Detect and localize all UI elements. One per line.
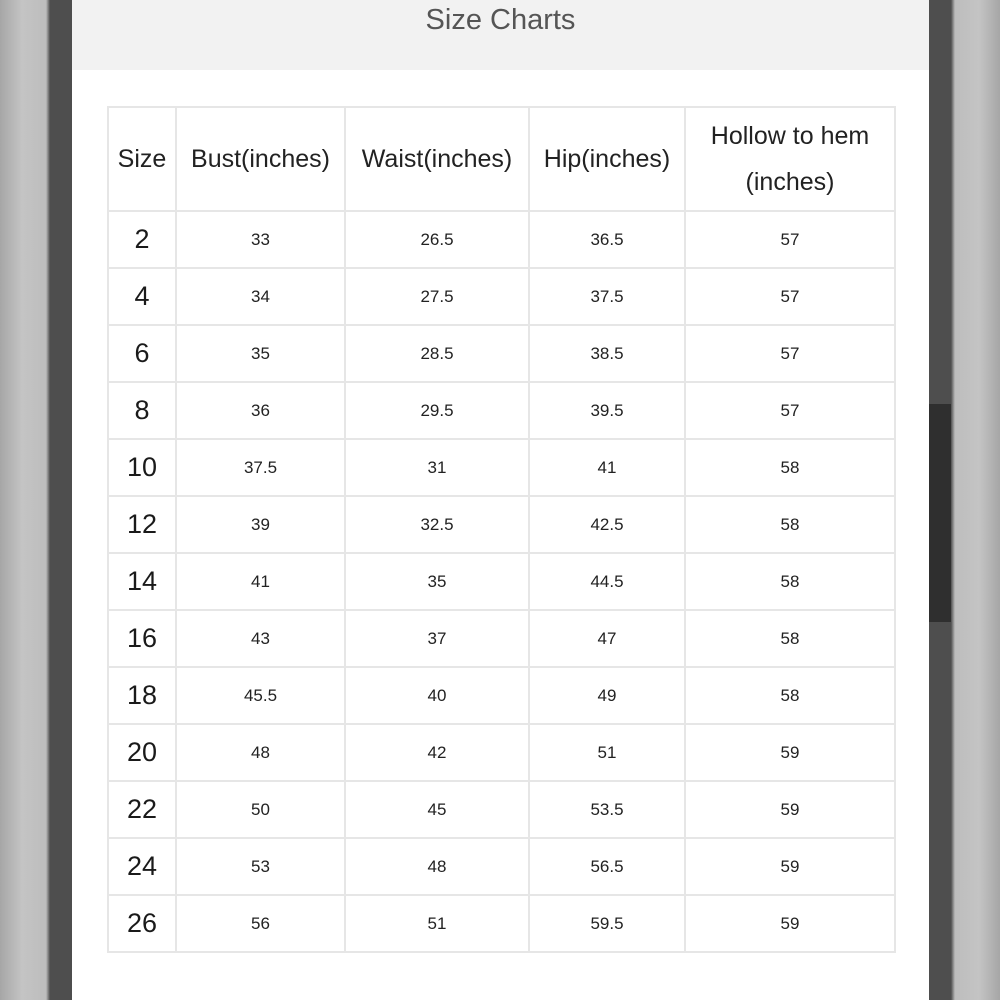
bust-cell: 33 (176, 211, 345, 268)
table-header-row (108, 107, 895, 211)
table-row (108, 268, 895, 325)
hollow-to-hem-cell: 58 (685, 667, 895, 724)
bust-cell: 39 (176, 496, 345, 553)
size-cell: 20 (108, 724, 176, 781)
waist-cell: 28.5 (345, 325, 529, 382)
hip-cell: 44.5 (529, 553, 685, 610)
hip-cell: 56.5 (529, 838, 685, 895)
table-row (108, 439, 895, 496)
hip-cell: 39.5 (529, 382, 685, 439)
bust-cell: 45.5 (176, 667, 345, 724)
hollow-to-hem-cell: 58 (685, 496, 895, 553)
hip-cell: 38.5 (529, 325, 685, 382)
left-background-frame (0, 0, 72, 1000)
bust-cell: 37.5 (176, 439, 345, 496)
size-cell: 12 (108, 496, 176, 553)
bust-cell: 53 (176, 838, 345, 895)
table-row (108, 895, 895, 952)
hollow-to-hem-cell: 59 (685, 781, 895, 838)
hollow-to-hem-cell: 57 (685, 382, 895, 439)
bust-cell: 41 (176, 553, 345, 610)
table-row (108, 382, 895, 439)
waist-cell: 32.5 (345, 496, 529, 553)
waist-cell: 29.5 (345, 382, 529, 439)
bust-cell: 35 (176, 325, 345, 382)
waist-cell: 27.5 (345, 268, 529, 325)
waist-cell: 31 (345, 439, 529, 496)
hip-cell: 47 (529, 610, 685, 667)
hollow-to-hem-cell: 57 (685, 268, 895, 325)
size-table-container (107, 106, 896, 953)
table-row (108, 610, 895, 667)
size-cell: 10 (108, 439, 176, 496)
hip-cell: 51 (529, 724, 685, 781)
header-hip: Hip(inches) (529, 107, 685, 211)
header-bust: Bust(inches) (176, 107, 345, 211)
table-row (108, 838, 895, 895)
table-row (108, 724, 895, 781)
waist-cell: 35 (345, 553, 529, 610)
waist-cell: 45 (345, 781, 529, 838)
table-row (108, 553, 895, 610)
size-chart-modal (72, 0, 929, 1000)
table-body (108, 211, 895, 952)
hip-cell: 42.5 (529, 496, 685, 553)
bust-cell: 56 (176, 895, 345, 952)
size-cell: 26 (108, 895, 176, 952)
hollow-to-hem-cell: 58 (685, 439, 895, 496)
waist-cell: 48 (345, 838, 529, 895)
size-cell: 16 (108, 610, 176, 667)
header-waist: Waist(inches) (345, 107, 529, 211)
hollow-to-hem-cell: 57 (685, 325, 895, 382)
scrollbar-thumb[interactable] (929, 404, 951, 622)
table-row (108, 211, 895, 268)
hip-cell: 37.5 (529, 268, 685, 325)
size-cell: 2 (108, 211, 176, 268)
hip-cell: 53.5 (529, 781, 685, 838)
hollow-to-hem-cell: 58 (685, 610, 895, 667)
size-cell: 24 (108, 838, 176, 895)
bust-cell: 36 (176, 382, 345, 439)
modal-header (72, 0, 929, 70)
size-cell: 4 (108, 268, 176, 325)
header-size: Size (108, 107, 176, 211)
size-cell: 6 (108, 325, 176, 382)
hip-cell: 59.5 (529, 895, 685, 952)
table-row (108, 781, 895, 838)
hip-cell: 36.5 (529, 211, 685, 268)
bust-cell: 43 (176, 610, 345, 667)
table-row (108, 667, 895, 724)
table-row (108, 325, 895, 382)
size-cell: 14 (108, 553, 176, 610)
size-table (107, 106, 896, 953)
hollow-to-hem-cell: 59 (685, 724, 895, 781)
hip-cell: 49 (529, 667, 685, 724)
waist-cell: 42 (345, 724, 529, 781)
waist-cell: 40 (345, 667, 529, 724)
modal-title: Size Charts (425, 4, 576, 36)
size-cell: 22 (108, 781, 176, 838)
hip-cell: 41 (529, 439, 685, 496)
size-cell: 18 (108, 667, 176, 724)
table-row (108, 496, 895, 553)
waist-cell: 37 (345, 610, 529, 667)
hollow-to-hem-cell: 59 (685, 838, 895, 895)
bust-cell: 48 (176, 724, 345, 781)
hollow-to-hem-cell: 57 (685, 211, 895, 268)
size-cell: 8 (108, 382, 176, 439)
header-hollow-to-hem: Hollow to hem (inches) (685, 107, 895, 211)
hollow-to-hem-cell: 59 (685, 895, 895, 952)
waist-cell: 51 (345, 895, 529, 952)
waist-cell: 26.5 (345, 211, 529, 268)
hollow-to-hem-cell: 58 (685, 553, 895, 610)
bust-cell: 34 (176, 268, 345, 325)
bust-cell: 50 (176, 781, 345, 838)
